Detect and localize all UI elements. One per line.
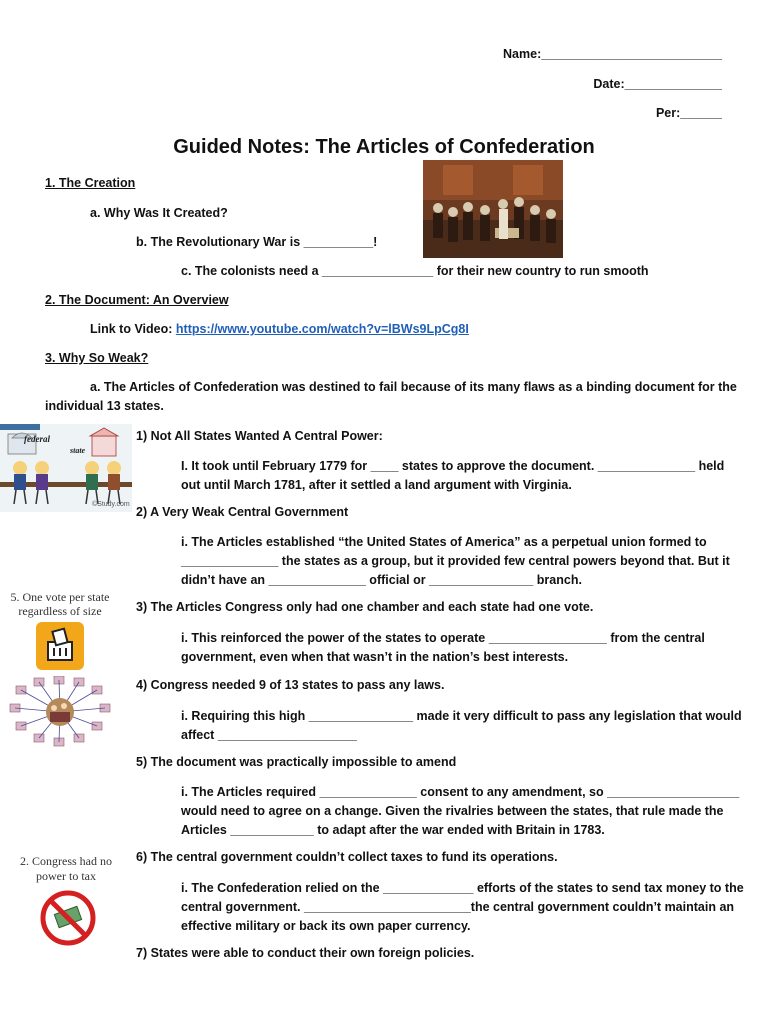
- video-link[interactable]: https://www.youtube.com/watch?v=lBWs9LpCg8I: [175, 322, 469, 336]
- point-2-body: [181, 533, 730, 590]
- period-field: Per:______: [655, 106, 722, 120]
- federal-state-image: [0, 424, 132, 512]
- point-2-line-2: ______________ the states as a group, but it provided few central powers beyond that. But it: [181, 554, 730, 568]
- point-4-line-1: i. Requiring this high _______________ made it very difficult to pass any legislation that would: [181, 709, 742, 723]
- point-4-body: [181, 707, 742, 745]
- point-2-line-1: i. The Articles established “the United States of America” as a perpetual union formed to: [181, 535, 707, 549]
- weak-intro-line2: individual 13 states.: [45, 399, 164, 413]
- tax-caption: [0, 854, 132, 884]
- one-vote-caption-line1: 5. One vote per state: [10, 590, 110, 604]
- one-vote-caption: [0, 590, 120, 618]
- point-3-heading: 3) The Articles Congress only had one chamber and each state had one vote.: [136, 600, 594, 614]
- creation-b: b. The Revolutionary War is __________!: [136, 235, 378, 249]
- point-1-line-2: out until March 1781, after it settled a land argument with Virginia.: [181, 478, 572, 492]
- ballot-box-icon: [36, 622, 84, 670]
- point-5-heading: 5) The document was practically impossible to amend: [136, 755, 457, 769]
- tax-caption-line1: 2. Congress had no: [20, 854, 112, 868]
- point-6-line-3: effective military or back its own paper currency.: [181, 919, 471, 933]
- point-2-heading: 2) A Very Weak Central Government: [136, 505, 349, 519]
- creation-c: c. The colonists need a ________________ for their new country to run smooth: [181, 264, 649, 278]
- weak-intro-line1: a. The Articles of Confederation was destined to fail because of its many flaws as a binding document for the: [90, 380, 737, 394]
- states-circle-graphic: [6, 676, 114, 748]
- section-creation-heading: 1. The Creation: [45, 176, 136, 190]
- tax-caption-line2: power to tax: [36, 869, 96, 883]
- point-5-line-2: would need to agree on a change. Given the rivalries between the states, that rule made the: [181, 804, 724, 818]
- creation-a: a. Why Was It Created?: [90, 206, 228, 220]
- signing-painting: [423, 160, 563, 258]
- section-weak-heading: 3. Why So Weak?: [45, 351, 149, 365]
- point-5-body: [181, 783, 739, 840]
- no-tax-icon: [40, 890, 96, 946]
- point-6-line-1: i. The Confederation relied on the _____________ efforts of the states to send tax money to the: [181, 881, 744, 895]
- point-5-line-1: i. The Articles required ______________ consent to any amendment, so ___________________: [181, 785, 740, 799]
- point-2-line-3: didn’t have an ______________ official or _______________ branch.: [181, 573, 582, 587]
- point-4-line-2: affect ____________________: [181, 728, 357, 742]
- section-document-heading: 2. The Document: An Overview: [45, 293, 229, 307]
- point-3-line-1: i. This reinforced the power of the states to operate _________________ from the central: [181, 631, 705, 645]
- point-6-line-2: central government. ________________________the central government couldn’t maintain an: [181, 900, 735, 914]
- one-vote-caption-line2: regardless of size: [18, 604, 102, 618]
- point-6-body: [181, 879, 744, 936]
- point-3-body: [181, 629, 705, 667]
- point-7-heading: 7) States were able to conduct their own foreign policies.: [136, 946, 475, 960]
- page-title: Guided Notes: The Articles of Confederation: [173, 136, 595, 158]
- state-label: state: [70, 446, 86, 455]
- point-1-line-1: I. It took until February 1779 for ____ states to approve the document. ______________ held: [181, 459, 725, 473]
- point-5-line-3: Articles ____________ to adapt after the war ended with Britain in 1783.: [181, 823, 605, 837]
- name-field: Name:__________________________: [503, 47, 722, 61]
- date-field: Date:______________: [593, 77, 722, 91]
- video-link-label: Link to Video:: [90, 322, 176, 336]
- point-4-heading: 4) Congress needed 9 of 13 states to pass any laws.: [136, 678, 445, 692]
- point-1-body: [181, 457, 724, 495]
- point-1-heading: 1) Not All States Wanted A Central Power:: [136, 429, 383, 443]
- federal-label: federal: [24, 434, 50, 444]
- point-6-heading: 6) The central government couldn’t collect taxes to fund its operations.: [136, 850, 558, 864]
- point-3-line-2: government, even when that wasn’t in the nation’s best interests.: [181, 650, 569, 664]
- video-link-line: [90, 322, 469, 336]
- studycom-credit: ©Study.com: [92, 501, 130, 508]
